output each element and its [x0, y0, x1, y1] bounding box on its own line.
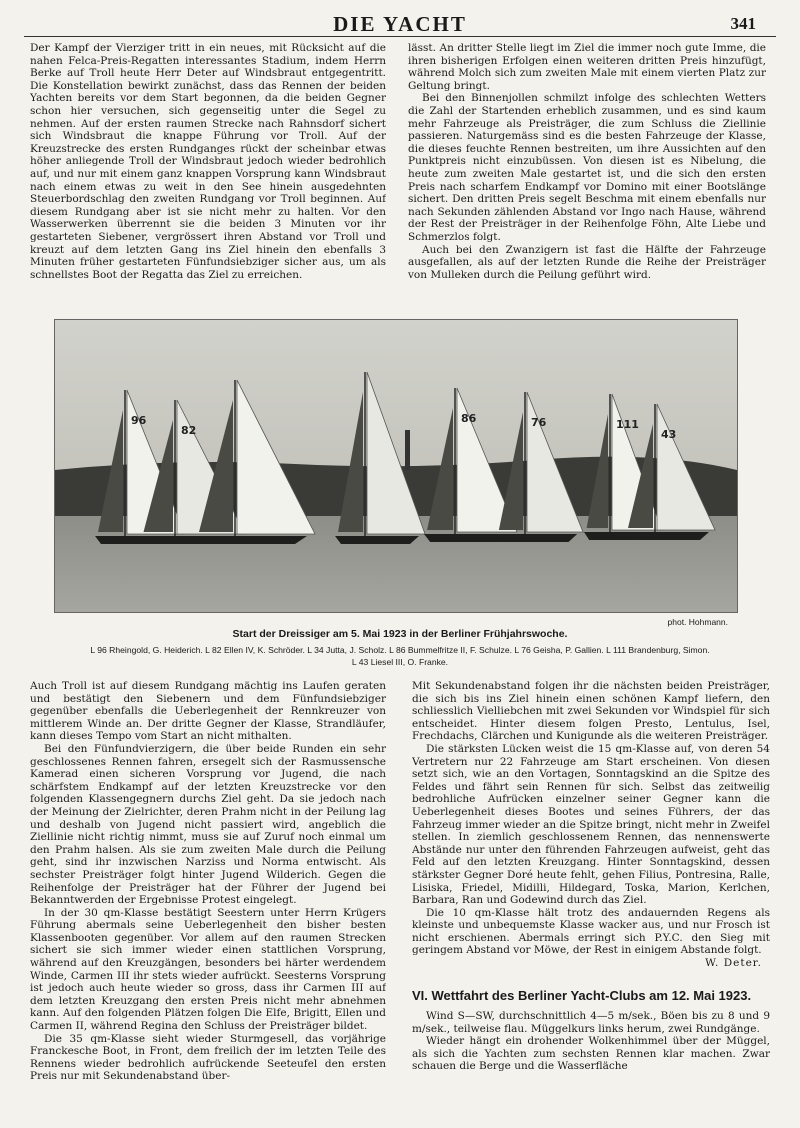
paragraph: Der Kampf der Vierziger tritt in ein neues, mit Rücksicht auf die nahen Felca-Preis-Regatten interessantes Stadium, indem Herrn Berke auf Troll heute Herr Deter auf Windsbraut entgegentritt. Die Konstellation bewirkt zunächst, dass das Rennen der beiden Yachten bereits vor dem Start begonnen, da die beiden Gegner schon hier versuchen, sich gegenseitig unter die Segel zu nehmen. Auf der ersten raumen Strecke nach Rahnsdorf sichert sich Windsbraut die knappe Führung vor Troll. Auf der Kreuzstrecke des ersten Rundganges rückt der scheinbar etwas höher anliegende Troll der Windsbraut jedoch wieder bedrohlich auf, und nur mit einem ganz knappen Vorsprung kann Windsbraut nach einem etwas zu weit in den See hinein ausgedehnten Steuerbordschlag den zweiten Rundgang vor Troll beginnen. Auf diesem Rundgang aber ist sie nicht mehr zu halten. Vor den Wasserwerken überrennt sie die beiden 3 Minuten vor ihr gestarteten Siebener, vergrössert ihren Abstand vor Troll und kreuzt auf dem letzten Gang ins Ziel hinein den ebenfalls 3 Minuten früher gestarteten Fünfundsiebziger sicher aus, um als schnellstes Boot der Regatta das Ziel zu erreichen.	[30, 42, 386, 281]
paragraph: Die stärksten Lücken weist die 15 qm-Klasse auf, von deren 54 Vertretern nur 22 Fahrzeuge am Start erscheinen. Von diesen setzt sich, wie an den Vortagen, Sonntagskind an die Spitze des Feldes und fährt sein Rennen für sich. Selbst das zeitweilig bedrohliche Aufrücken einzelner seiner Gegner kann die Ueberlegenheit dieses Bootes und seines Führers, der das Fahrzeug immer wieder an die Spitze bringt, nicht mehr in Zweifel stellen. In ziemlich geschlossenem Rennen, das nennenswerte Abstände nur unter den führenden Fahrzeugen aufweist, geht das Feld auf den letzten Kreuzgang. Hinter Sonntagskind, dessen stärkster Gegner Doré heute fehlt, gehen Filius, Pontresina, Ralle, Lisiska, Friedel, Midilli, Hildegard, Toska, Marion, Kerlchen, Barbara, Ran und Godewind durch das Ziel.	[412, 742, 770, 907]
regatta-photo	[54, 319, 738, 613]
photo-credit: phot. Hohmann.	[667, 617, 728, 627]
journal-title: DIE YACHT	[333, 12, 467, 36]
photo-subcaption	[30, 645, 770, 668]
column-bottom-left	[30, 680, 386, 1120]
column-section-text	[412, 1010, 770, 1120]
subcaption-line: L 96 Rheingold, G. Heiderich. L 82 Ellen IV, K. Schröder. L 34 Jutta, J. Scholz. L 86 Bummelfritze II, F. Schulze. L 76 Geisha, P. Gallien. L 111 Brandenburg, Simon.	[90, 645, 710, 655]
sail-number: 86	[461, 412, 477, 425]
sail-number: 111	[616, 418, 639, 431]
column-top-right	[408, 42, 766, 300]
section-heading: VI. Wettfahrt des Berliner Yacht-Clubs am 12. Mai 1923.	[412, 988, 752, 1003]
paragraph: Die 35 qm-Klasse sieht wieder Sturmgesell, das vorjährige Franckesche Boot, in Front, dem freilich der im letzten Teile des Rennens wieder bedrohlich aufrückende Seeteufel den ersten Preis nur mit Sekundenabstand über-	[30, 1032, 386, 1083]
header-rule	[24, 36, 776, 37]
paragraph: lässt. An dritter Stelle liegt im Ziel die immer noch gute Imme, die ihren bisherigen Erfolgen einen weiteren dritten Preis hinzufügt, während Molch sich zum zweiten Male mit einem vierten Platz zur Geltung bringt.	[408, 42, 766, 92]
paragraph: Mit Sekundenabstand folgen ihr die nächsten beiden Preisträger, die sich bis ins Ziel hinein einen schönen Kampf liefern, den schliesslich Vielliebchen mit zwei Sekunden vor Windspiel für sich entscheidet. Hinter diesem folgen Presto, Lentulus, Isel, Frechdachs, Clärchen und Kunigunde als die weiteren Preisträger.	[412, 680, 770, 743]
column-top-left	[30, 42, 386, 300]
sail-number: 43	[661, 428, 677, 441]
paragraph: In der 30 qm-Klasse bestätigt Seestern unter Herrn Krügers Führung abermals seine Ueberlegenheit den bisher besten Klassenbooten gegenüber. Vor allem auf den raumen Strecken sichert sie sich immer wieder einen stattlichen Vorsprung, während auf den Kreuzgängen, besonders bei härter werdendem Winde, Carmen III ihr stets wieder aufrückt. Seesterns Vorsprung ist jedoch auch heute wieder so gross, dass ihr Carmen III auf dem letzten Kreuzgang den ersten Preis nicht mehr abnehmen kann. Auf den folgenden Plätzen folgen Die Elfe, Brigitt, Ellen und Carmen II, während Regina den Schluss der Preisträger bildet.	[30, 906, 386, 1033]
author-signature: W. Deter.	[705, 957, 762, 970]
photo-caption: Start der Dreissiger am 5. Mai 1923 in der Berliner Frühjahrswoche.	[232, 628, 568, 640]
paragraph: Auch Troll ist auf diesem Rundgang mächtig ins Laufen geraten und bestätigt den Siebenern und dem Fünfundsiebziger gegenüber ebenfalls die Ueberlegenheit der Rennkreuzer von mittlerem Winde an. Der dritte Gegner der Klasse, Strandläufer, kann dieses Tempo vom Start an nicht mithalten.	[30, 680, 386, 743]
page-header	[0, 8, 800, 36]
sailboats-illustration	[55, 320, 737, 612]
sail-number: 82	[181, 424, 197, 437]
sail-number: 76	[531, 416, 547, 429]
paragraph: Bei den Binnenjollen schmilzt infolge des schlechten Wetters die Zahl der Startenden erheblich zusammen, und es sind kaum mehr Fahrzeuge als Preisträger, die zum Schluss die Ziellinie passieren. Naturgemäss sind es die besten Fahrzeuge der Klasse, die dieses feuchte Rennen bestreiten, um ihre Aussichten auf den Punktpreis nicht einzubüssen. Von diesen ist es Nibelung, die heute zum zweiten Male gestartet ist, und die sich den ersten Preis nach scharfem Endkampf vor Domino mit einer Bootslänge sichert. Den dritten Preis segelt Beschma mit einem ebenfalls nur nach Sekunden zählenden Abstand vor Ingo nach Hause, während der Rest der Preisträger in der Reihenfolge Föhn, Alte Liebe und Schmerzlos folgt.	[408, 92, 766, 243]
paragraph: Die 10 qm-Klasse hält trotz des andauernden Regens als kleinste und unbequemste Klasse wacker aus, und nur Frosch ist nicht erschienen. Abermals erringt sich P.Y.C. den Sieg mit geringem Abstand vor Möwe, der Rest in einigem Abstande folgt.	[412, 906, 770, 957]
paragraph: Auch bei den Zwanzigern ist fast die Hälfte der Fahrzeuge ausgefallen, als auf der letzten Runde die Reihe der Preisträger von Mulleken durch die Peilung geführt wird.	[408, 243, 766, 281]
paragraph: Wind S—SW, durchschnittlich 4—5 m/sek., Böen bis zu 8 und 9 m/sek., teilweise flau. Müggelkurs links herum, zwei Rundgänge.	[412, 1010, 770, 1035]
paragraph: Wieder hängt ein drohender Wolkenhimmel über der Müggel, als sich die Yachten zum sechsten Rennen klar machen. Zwar schauen die Berge und die Wasserfläche	[412, 1035, 770, 1073]
sail-number: 96	[131, 414, 147, 427]
paragraph: Bei den Fünfundvierzigern, die über beide Runden ein sehr geschlossenes Rennen fahren, ersegelt sich der Rasmussensche Kamerad einen sicheren Vorsprung vor Jugend, die nach schärfstem Endkampf auf der letzten Kreuzstrecke vor den folgenden Klassengegnern durchs Ziel geht. Da sie jedoch nach der Meinung der Zielrichter, deren Prahm nicht in der Peilung lag und deshalb von Jugend nicht passiert wird, angeblich die Ziellinie nicht richtig nimmt, muss sie auf Zuruf noch einmal um den Prahm halsen. Als sie zum zweiten Male durch die Peilung geht, sind ihr inzwischen Narziss und Norma entwischt. Als sechster Preisträger folgt hinter Jugend Wilderich. Gegen die Reihenfolge der Preisträger hat der Führer der Jugend bei Bekanntwerden der Ergebnisse Protest eingelegt.	[30, 742, 386, 907]
subcaption-line: L 43 Liesel III, O. Franke.	[351, 656, 449, 667]
column-bottom-right	[412, 680, 770, 990]
page-number: 341	[730, 14, 756, 33]
